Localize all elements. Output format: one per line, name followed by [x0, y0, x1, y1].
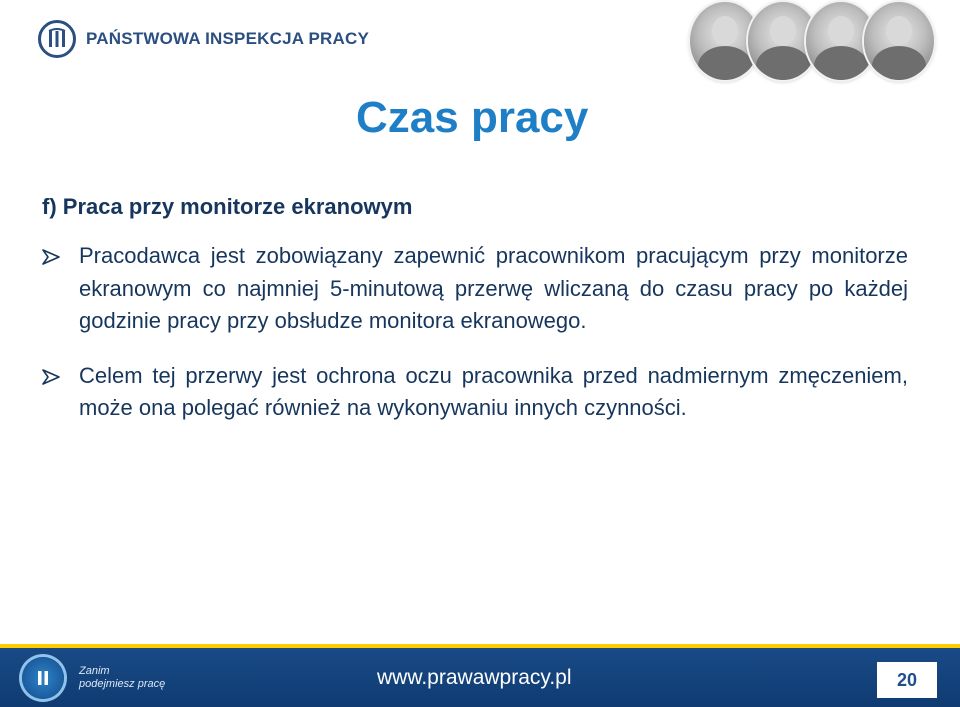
bullet-item: [42, 360, 908, 425]
arrowhead-bullet-icon: [42, 249, 60, 265]
footer-accent-line: [0, 644, 960, 648]
bullet-list: [42, 240, 908, 425]
footer-url-link[interactable]: www.prawawpracy.pl: [377, 666, 572, 689]
org-name: PAŃSTWOWA INSPEKCJA PRACY: [86, 29, 370, 48]
slide-title: Czas pracy: [356, 93, 589, 142]
section-subtitle: f) Praca przy monitorze ekranowym: [42, 194, 413, 219]
pause-emblem-icon: [22, 657, 64, 699]
bullet-text: Pracodawca jest zobowiązany zapewnić pracownikom pracującym przy monitorze ekranowym co najmniej 5-minutową przerwę wliczaną do czasu pracy po każdej godzinie pracy przy obsłudze monitora ekranowego.: [79, 243, 908, 333]
photo-worker-4: [864, 2, 934, 80]
footer-tagline: [79, 665, 165, 691]
header-photos: [690, 0, 940, 84]
arrowhead-bullet-icon: [42, 369, 60, 385]
header-logo: [38, 18, 369, 60]
page-number: 20: [896, 669, 918, 690]
bullet-item: [42, 240, 908, 338]
bullet-text: Celem tej przerwy jest ochrona oczu pracownika przed nadmiernym zmęczeniem, może ona polegać również na wykonywaniu innych czynności.: [79, 362, 908, 420]
page-number-box: [877, 662, 937, 698]
footer-tagline-line2: podejmiesz pracę: [79, 678, 166, 690]
pip-emblem-icon: [38, 20, 76, 58]
footer-tagline-line1: Zanim: [79, 665, 110, 677]
